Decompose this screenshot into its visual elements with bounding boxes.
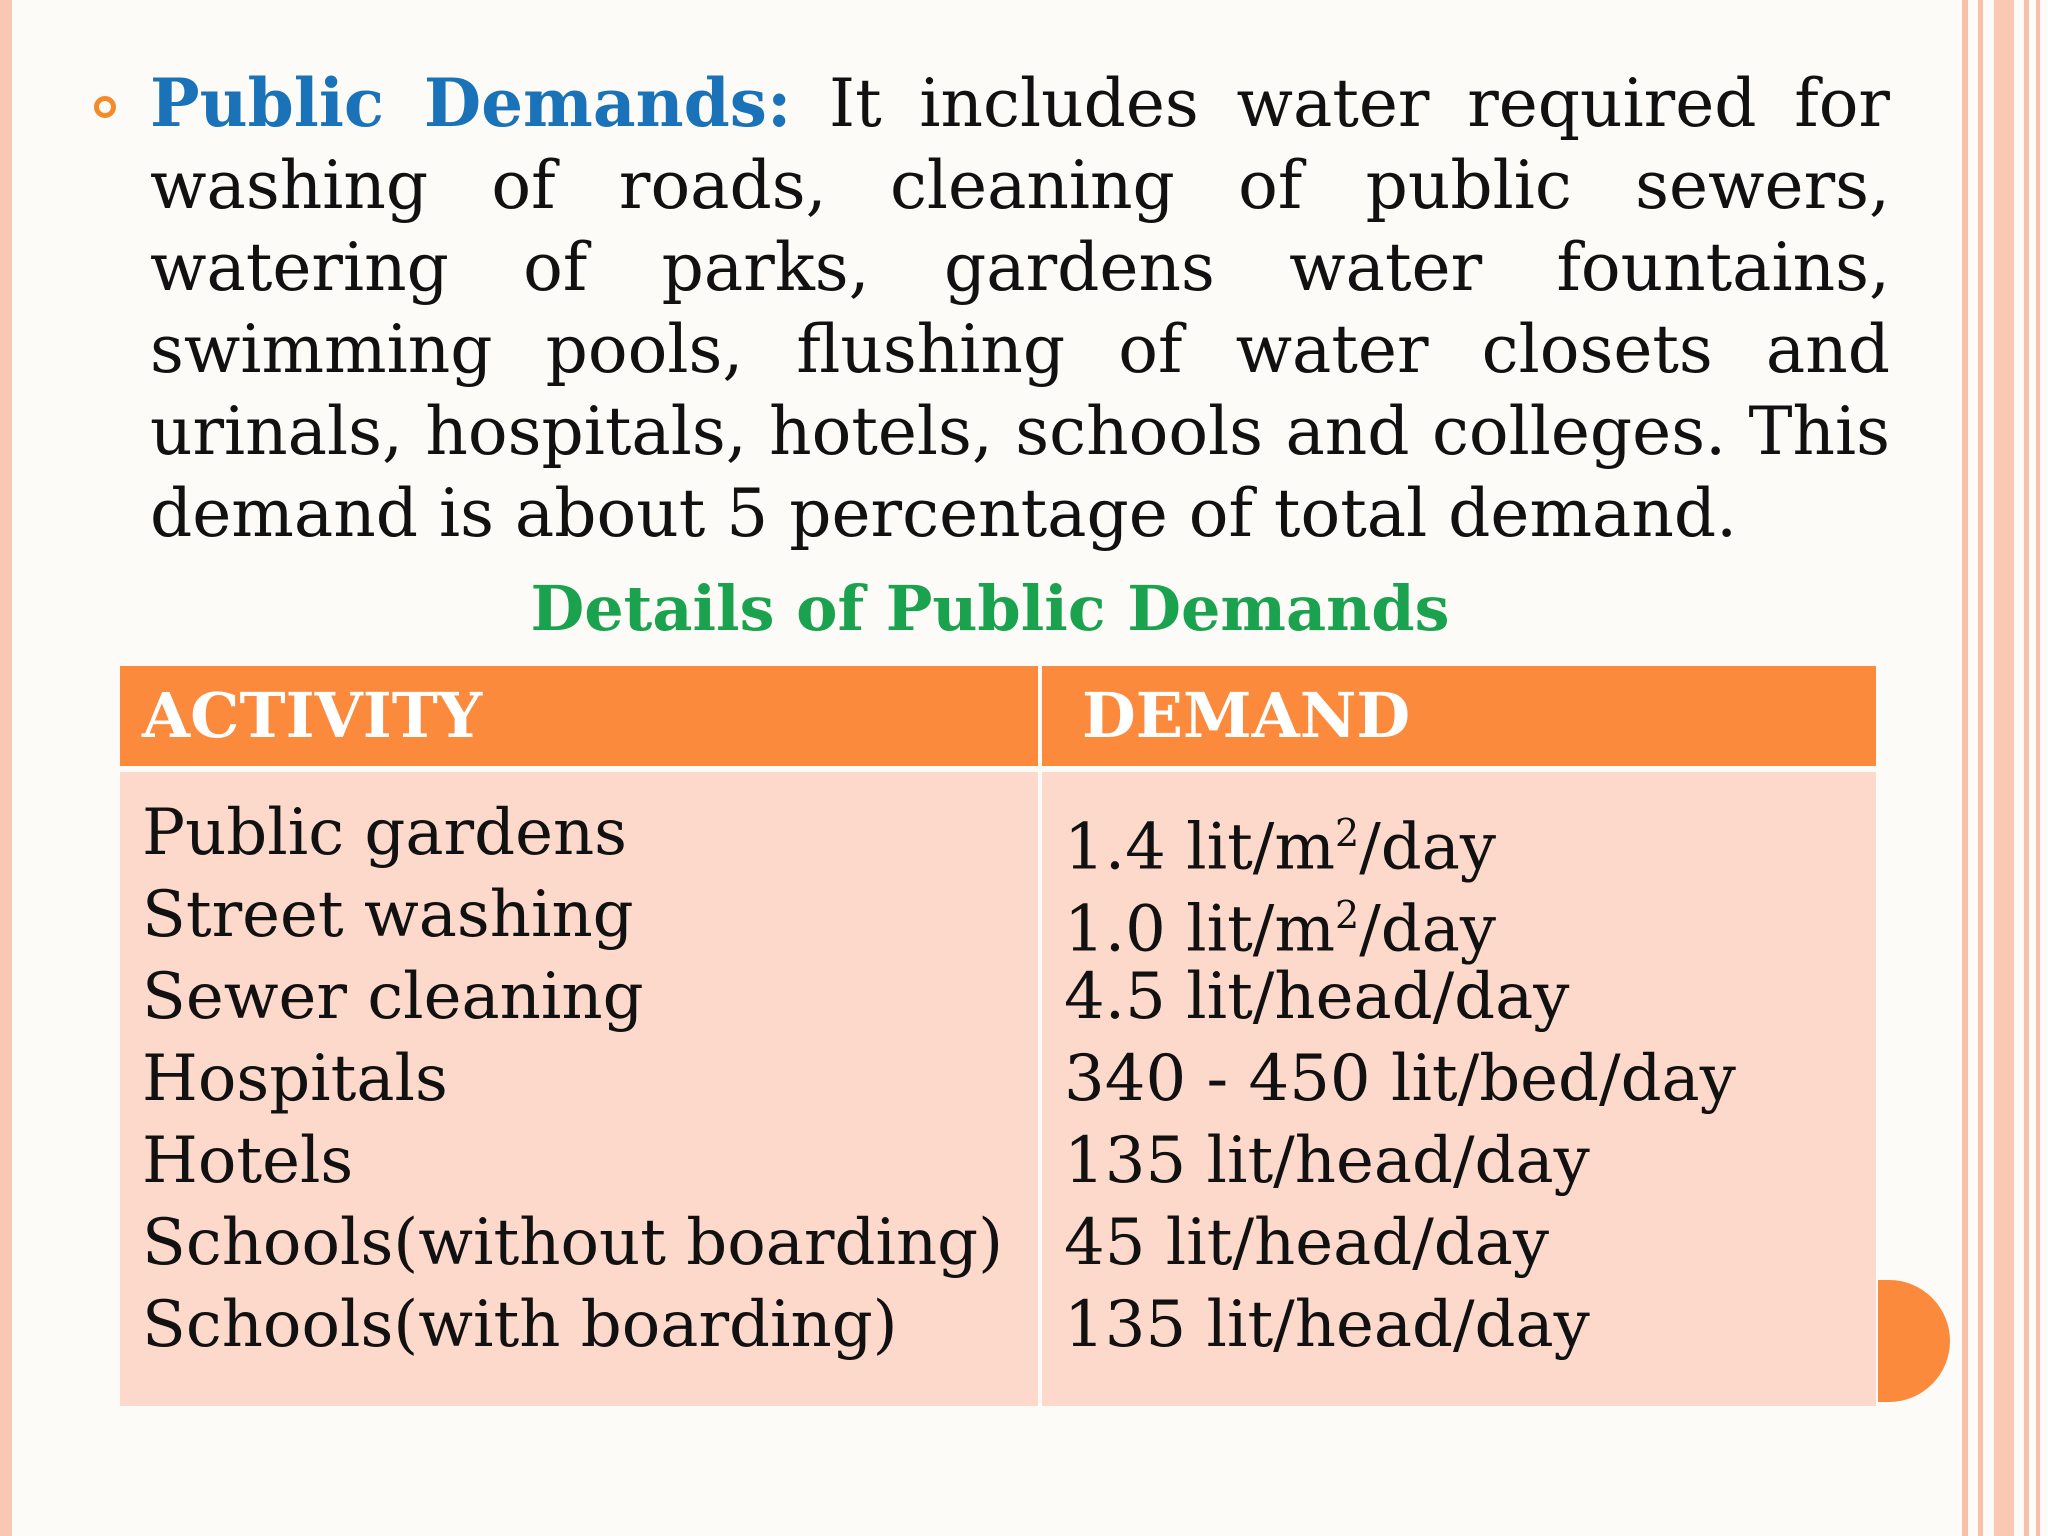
decorative-half-circle: [1878, 1280, 1950, 1402]
demand-superscript: 2: [1335, 811, 1360, 855]
demand-cell: [1064, 874, 1864, 967]
demand-value: 1.0 lit/m: [1064, 892, 1336, 967]
demand-cell: [1064, 1038, 1864, 1120]
activity-cell: Public gardens: [142, 796, 627, 870]
activity-cell: Street washing: [142, 878, 634, 952]
demand-value: 135 lit/head/day: [1064, 1288, 1590, 1362]
demand-cell: [1064, 956, 1864, 1038]
right-border-line: [2036, 0, 2040, 1536]
demand-column: [1064, 792, 1864, 1366]
activity-column: [142, 792, 1022, 1366]
right-border-line: [1978, 0, 1983, 1536]
demand-value: 45 lit/head/day: [1064, 1206, 1550, 1280]
demand-cell: [1064, 1202, 1864, 1284]
paragraph-lead: Public Demands:: [150, 64, 792, 142]
body-paragraph: [150, 62, 1890, 555]
right-border-line: [2024, 0, 2029, 1536]
header-demand: DEMAND: [1082, 679, 1411, 752]
table-header: [120, 666, 1876, 766]
demand-superscript: 2: [1335, 893, 1360, 937]
right-border-band: [1994, 0, 2014, 1536]
demand-value: 340 - 450 lit/bed/day: [1064, 1042, 1736, 1116]
activity-cell: Sewer cleaning: [142, 960, 644, 1034]
activity-cell: Hospitals: [142, 1042, 448, 1116]
demand-table: [120, 666, 1876, 1406]
demand-value: 1.4 lit/m: [1064, 810, 1336, 885]
left-border-stripe: [0, 0, 12, 1536]
column-divider: [1038, 666, 1042, 1406]
activity-cell: Schools(with boarding): [142, 1288, 898, 1362]
demand-cell: [1064, 1284, 1864, 1366]
demand-unit: /day: [1359, 892, 1497, 967]
demand-cell: [1064, 1120, 1864, 1202]
activity-cell: Hotels: [142, 1124, 354, 1198]
demand-value: 4.5 lit/head/day: [1064, 960, 1570, 1034]
table-body: [120, 772, 1876, 1406]
right-border-line: [1962, 0, 1968, 1536]
demand-value: 135 lit/head/day: [1064, 1124, 1590, 1198]
table-title: Details of Public Demands: [530, 572, 1450, 645]
demand-unit: /day: [1359, 810, 1497, 885]
activity-cell: Schools(without boarding): [142, 1206, 1004, 1280]
paragraph-text: It includes water required for washing of roads, cleaning of public sewers, watering of parks, gardens water fountains, swimming pools, flushing of water closets and urinals, hospitals, hotels, schools and colleges. This demand is about 5 percentage of total demand.: [150, 65, 1890, 552]
bullet-circle-icon: [94, 96, 116, 118]
demand-cell: [1064, 792, 1864, 885]
header-activity: ACTIVITY: [142, 679, 483, 752]
